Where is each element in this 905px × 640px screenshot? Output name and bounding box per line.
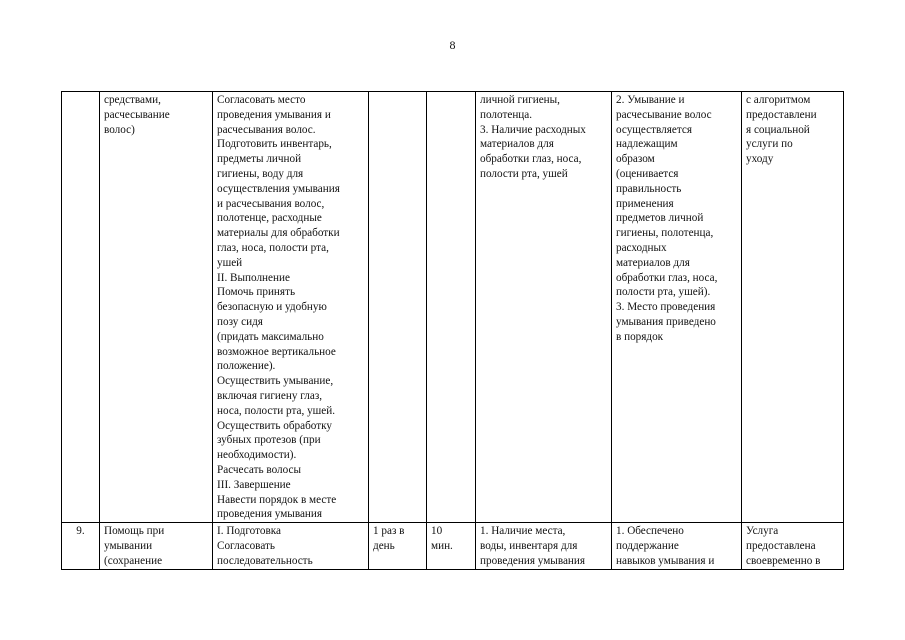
- cell-text-line: предоставлени: [746, 108, 817, 121]
- cell-text-line: день: [373, 539, 395, 552]
- cell-text-line: Услуга: [746, 525, 779, 538]
- cell-result-evaluation: [742, 92, 844, 523]
- cell-text-line: Согласовать: [217, 539, 275, 552]
- cell-text-line: 2. Умывание и: [616, 94, 685, 106]
- cell-text-line: (придать максимально: [217, 330, 324, 343]
- cell-text-line: расчесывание волос: [616, 108, 712, 121]
- cell-text-line: поддержание: [616, 539, 679, 552]
- cell-text-line: применения: [616, 197, 674, 210]
- cell-text-line: 1 раз в: [373, 525, 405, 538]
- cell-text-line: глаз, носа, полости рта,: [217, 241, 329, 254]
- cell-text-line: своевременно в: [746, 554, 821, 567]
- cell-text-line: проведения умывания и: [217, 108, 331, 121]
- services-table: [61, 91, 844, 570]
- cell-text-line: 1. Наличие места,: [480, 525, 566, 538]
- cell-text-line: возможное вертикальное: [217, 345, 336, 358]
- cell-text-line: материалов для: [616, 256, 690, 269]
- cell-text-line: проведения умывания: [217, 508, 323, 521]
- cell-text-line: обработки глаз, носа,: [480, 153, 582, 166]
- cell-text-line: предоставлена: [746, 539, 816, 552]
- cell-text-line: (сохранение: [104, 554, 163, 567]
- cell-text-line: Согласовать место: [217, 94, 306, 106]
- cell-text-line: Расчесать волосы: [217, 463, 301, 476]
- table-row: [62, 523, 844, 569]
- cell-text-line: полотенца.: [480, 108, 533, 121]
- cell-text-line: (оценивается: [616, 167, 679, 180]
- cell-text-line: надлежащим: [616, 138, 678, 151]
- cell-text-line: обработки глаз, носа,: [616, 271, 718, 284]
- cell-text-line: Помочь принять: [217, 286, 296, 299]
- cell-text-line: полотенце, расходные: [217, 212, 322, 225]
- cell-quality-indicators: [612, 92, 742, 523]
- cell-text-line: полости рта, ушей: [480, 167, 568, 180]
- cell-text-line: III. Завершение: [217, 478, 291, 491]
- cell-text-line: и расчесывания волос,: [217, 197, 325, 210]
- cell-text-line: правильность: [616, 182, 682, 195]
- cell-duration: [427, 92, 476, 523]
- cell-text-line: волос): [104, 123, 135, 136]
- cell-conditions: [476, 523, 612, 569]
- cell-text-line: умывании: [104, 539, 153, 552]
- cell-text-line: ушей: [217, 256, 243, 269]
- cell-text-line: полости рта, ушей).: [616, 286, 711, 299]
- cell-text-line: предметов личной: [616, 212, 704, 225]
- cell-text-line: II. Выполнение: [217, 271, 290, 284]
- cell-text-line: с алгоритмом: [746, 94, 811, 106]
- cell-text-line: положение).: [217, 360, 276, 373]
- cell-text-line: 1. Обеспечено: [616, 525, 684, 538]
- page-number: 8: [449, 38, 456, 52]
- cell-text-line: образом: [616, 153, 655, 166]
- cell-text-line: осуществления умывания: [217, 182, 340, 195]
- cell-text-line: включая гигиену глаз,: [217, 389, 323, 402]
- cell-text-line: Подготовить инвентарь,: [217, 138, 332, 151]
- cell-service-name: [100, 523, 213, 569]
- cell-text-line: позу сидя: [217, 315, 263, 328]
- cell-text-line: средствами,: [104, 94, 161, 106]
- cell-text-line: услуги по: [746, 138, 793, 151]
- cell-text-line: последовательность: [217, 554, 313, 567]
- cell-text-line: Навести порядок в месте: [217, 493, 337, 506]
- cell-text-line: умывания приведено: [616, 315, 716, 328]
- cell-text-line: проведения умывания: [480, 554, 586, 567]
- cell-text-line: расчесывание: [104, 108, 170, 121]
- cell-text-line: материалы для обработки: [217, 227, 340, 240]
- cell-text-line: Помощь при: [104, 525, 165, 538]
- cell-text-line: носа, полости рта, ушей.: [217, 404, 336, 417]
- cell-text-line: осуществляется: [616, 123, 692, 136]
- cell-text-line: I. Подготовка: [217, 525, 281, 538]
- cell-text-line: предметы личной: [217, 153, 302, 166]
- cell-text-line: расходных: [616, 241, 667, 254]
- cell-text-line: 10: [431, 525, 443, 538]
- cell-service-name: [100, 92, 213, 523]
- cell-number: [62, 92, 100, 523]
- cell-text-line: личной гигиены,: [480, 94, 560, 106]
- cell-text-line: я социальной: [746, 123, 810, 136]
- cell-text-line: Осуществить обработку: [217, 419, 333, 432]
- cell-description: [213, 523, 369, 569]
- cell-frequency: [369, 92, 427, 523]
- cell-text-line: навыков умывания и: [616, 554, 715, 567]
- table-body: [62, 92, 844, 570]
- cell-number: 9.: [62, 523, 100, 569]
- cell-conditions: [476, 92, 612, 523]
- cell-text-line: Осуществить умывание,: [217, 375, 334, 388]
- cell-text-line: 3. Наличие расходных: [480, 123, 586, 136]
- cell-text-line: безопасную и удобную: [217, 301, 327, 314]
- cell-duration: [427, 523, 476, 569]
- table-row: [62, 92, 844, 523]
- cell-text-line: воды, инвентаря для: [480, 539, 578, 552]
- cell-text-line: уходу: [746, 153, 774, 166]
- cell-text-line: необходимости).: [217, 449, 297, 462]
- cell-frequency: [369, 523, 427, 569]
- cell-text-line: в порядок: [616, 330, 664, 343]
- cell-text-line: расчесывания волос.: [217, 123, 316, 136]
- cell-text-line: материалов для: [480, 138, 554, 151]
- cell-text-line: мин.: [431, 539, 453, 552]
- cell-text-line: гигиены, воду для: [217, 167, 304, 180]
- cell-quality-indicators: [612, 523, 742, 569]
- cell-result-evaluation: [742, 523, 844, 569]
- cell-text-line: 3. Место проведения: [616, 301, 716, 314]
- cell-text-line: зубных протезов (при: [217, 434, 321, 447]
- cell-description: [213, 92, 369, 523]
- cell-text-line: гигиены, полотенца,: [616, 227, 714, 240]
